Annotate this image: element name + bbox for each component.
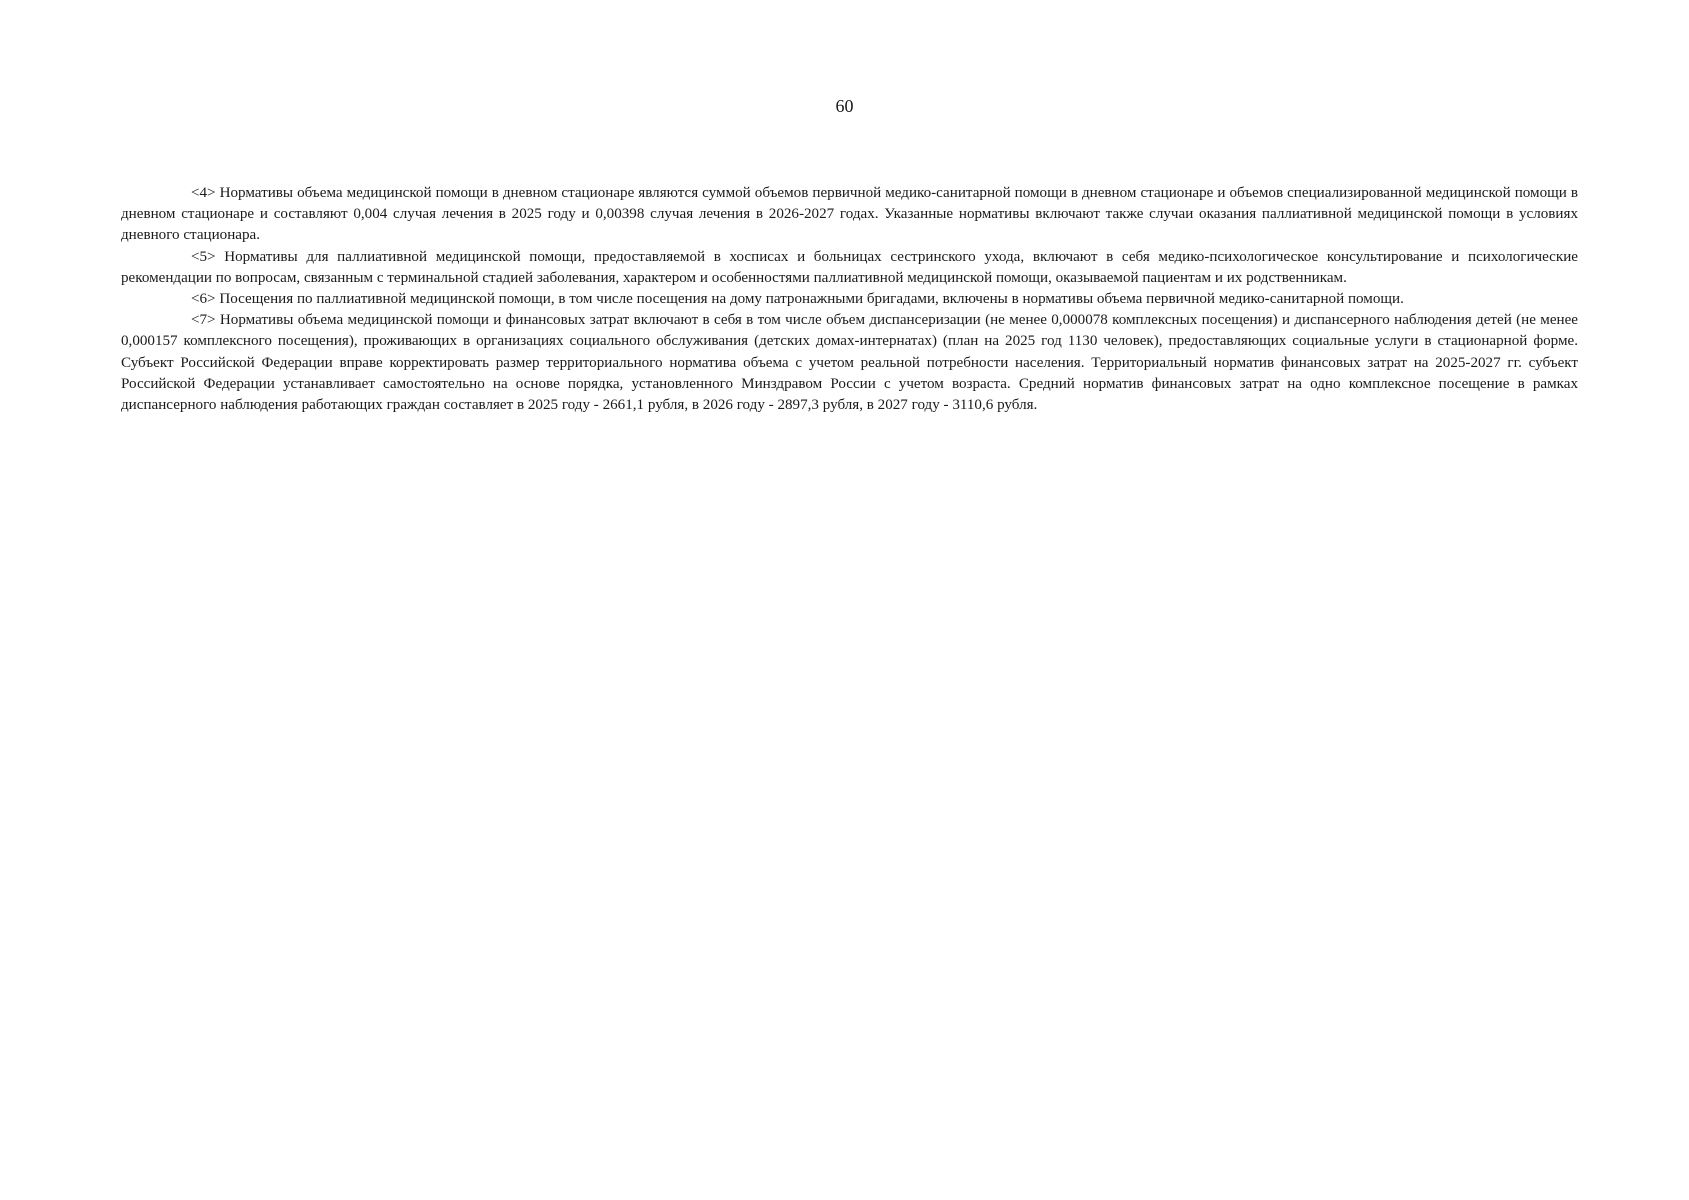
page-number: 60 bbox=[835, 96, 854, 116]
footnotes-section bbox=[121, 183, 1578, 416]
footnote-4: <4> Нормативы объема медицинской помощи в дневном стационаре являются суммой объемов первичной медико-санитарной помощи в дневном стационаре и объемов специализированной медицинской помощи в дневном стационаре и составляют 0,004 случая лечения в 2025 году и 0,00398 случая лечения в 2026-2027 годах. Указанные нормативы включают также случаи оказания паллиативной медицинской помощи в условиях дневного стационара. bbox=[121, 185, 1578, 244]
footnote-6: <6> Посещения по паллиативной медицинской помощи, в том числе посещения на дому патронажными бригадами, включены в нормативы объема первичной медико-санитарной помощи. bbox=[191, 291, 1404, 308]
footnote-5: <5> Нормативы для паллиативной медицинской помощи, предоставляемой в хосписах и больницах сестринского ухода, включают в себя медико-психологическое консультирование и психологические рекомендации по вопросам, связанным с терминальной стадией заболевания, характером и особенностями паллиативной медицинской помощи, оказываемой пациентам и их родственникам. bbox=[121, 248, 1578, 286]
footnote-7: <7> Нормативы объема медицинской помощи и финансовых затрат включают в себя в том числе объем диспансеризации (не менее 0,000078 комплексных посещения) и диспансерного наблюдения детей (не менее 0,000157 комплексного посещения), проживающих в организациях социального обслуживания (детских домах-интернатах) (план на 2025 год 1130 человек), предоставляющих социальные услуги в стационарной форме. Субъект Российской Федерации вправе корректировать размер территориального норматива объема с учетом реальной потребности населения. Территориальный норматив финансовых затрат на 2025-2027 гг. субъект Российской Федерации устанавливает самостоятельно на основе порядка, установленного Минздравом России с учетом возраста. Средний норматив финансовых затрат на одно комплексное посещение в рамках диспансерного наблюдения работающих граждан составляет в 2025 году - 2661,1 рубля, в 2026 году - 2897,3 рубля, в 2027 году - 3110,6 рубля. bbox=[121, 312, 1578, 414]
